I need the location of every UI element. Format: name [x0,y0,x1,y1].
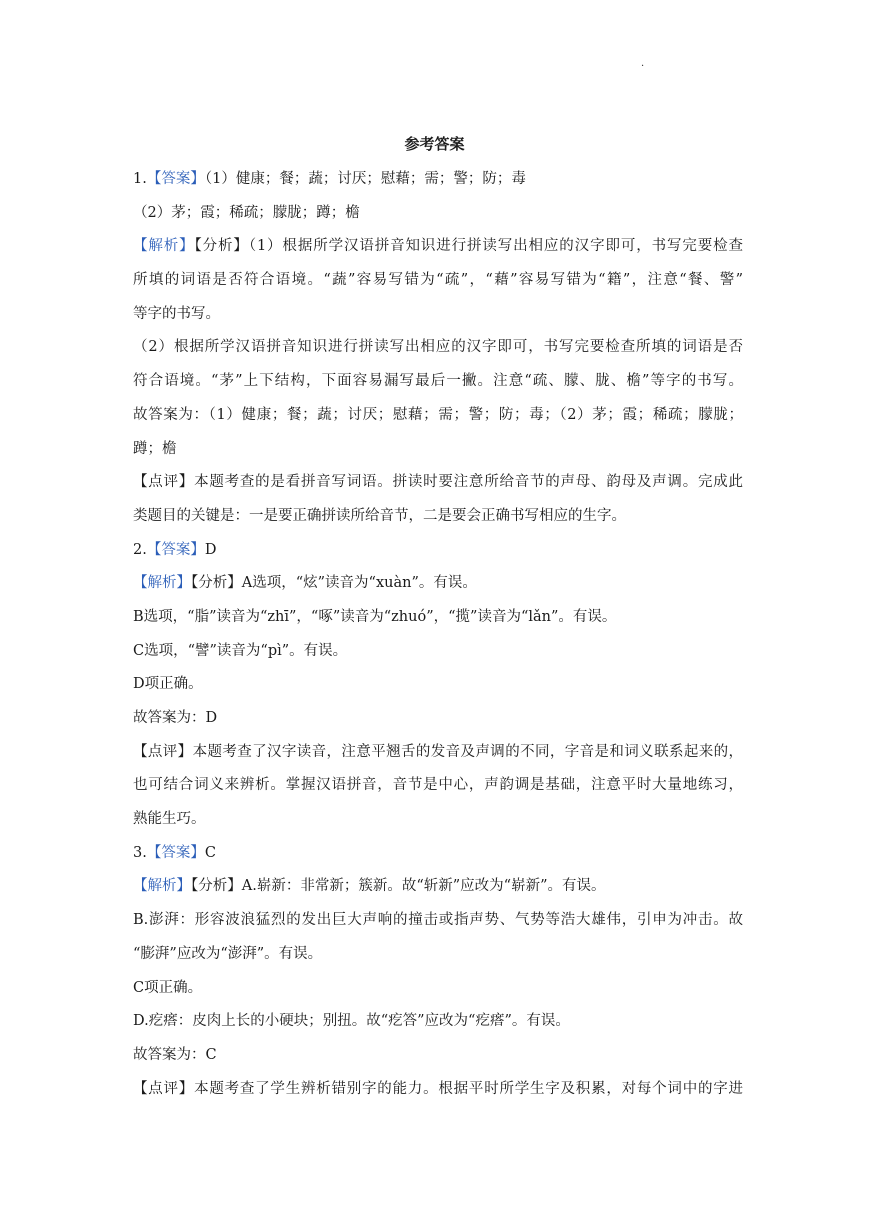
analysis-tag: 【解析】 [133,575,191,592]
q3-answer: C [204,844,216,861]
page-title: 参考答案 [404,135,465,153]
q1-answer-part-1: （1）健康；餐；蔬；讨厌；慰藉；需；警；防；毒 [204,171,526,187]
comment-tag: 【点评】 [133,743,193,760]
q1-analysis-line-4: （2）根据所学汉语拼音知识进行拼读写出相应的汉字即可，书写完要检查所填的词语是否 [133,339,743,356]
q3-analysis-line-1 [133,873,743,907]
answer-tag: 【答案】 [146,541,205,558]
q3-analysis-line-5: D.疙瘩：皮肉上长的小硬块；别扭。故“疙答”应改为“疙瘩”。有误。 [133,1013,570,1030]
q1-comment-line-1 [133,469,743,503]
q3-number: 3. [133,844,147,861]
comment-tag: 【点评】 [133,1080,195,1097]
q2-comment-line-3: 熟能生巧。 [133,811,206,828]
fenxi-tag: 【分析】 [191,878,242,895]
q2-analysis-line-3: C选项，“譬”读音为“pì”。有误。 [133,642,348,659]
q2-answer: D [204,541,217,558]
comment-tag: 【点评】 [133,474,195,491]
q1-analysis-text-1: （1）根据所学汉语拼音知识进行拼读写出相应的汉字即可，书写完要检查 [248,238,743,255]
q3-analysis-line-3: “膨湃”应改为“澎湃”。有误。 [133,945,323,962]
q2-analysis-line-1 [133,570,743,604]
q1-answer-line-1 [133,166,743,200]
header-mark: · [641,61,645,72]
q2-comment-text-1: 本题考查了汉字读音，注意平翘舌的发音及声调的不同，字音是和词义联系起来的， [192,743,743,760]
q2-number: 2. [133,541,147,558]
fenxi-tag: 【分析】 [194,238,249,255]
q3-analysis-text-1: A.崭新：非常新；簇新。故“斩新”应改为“崭新”。有误。 [241,878,606,895]
answer-content [133,166,743,1109]
q1-analysis-line-3: 等字的书写。 [133,305,220,322]
q2-comment-line-1 [133,739,743,773]
q3-comment-text-1: 本题考查了学生辨析错别字的能力。根据平时所学生字及积累，对每个词中的字进 [194,1080,743,1097]
q2-analysis-line-2: B选项，“脂”读音为“zhī”，“啄”读音为“zhuó”，“揽”读音为“lǎn”。有误。 [133,608,617,625]
answer-tag: 【答案】 [146,171,205,187]
q1-analysis-line-5: 符合语境。“茅”上下结构，下面容易漏写最后一撇。注意“疏、朦、胧、檐”等字的书写。 [133,373,743,390]
q1-number: 1. [133,171,147,187]
analysis-tag: 【解析】 [133,878,191,895]
analysis-tag: 【解析】 [133,238,195,255]
q2-answer-line [133,537,743,571]
q3-analysis-line-4: C项正确。 [133,979,203,996]
q2-analysis-text-1: A选项，“炫”读音为“xuàn”。有误。 [241,575,477,592]
q1-analysis-line-1 [133,233,743,267]
q2-analysis-line-4: D项正确。 [133,676,203,693]
q3-analysis-line-2: B.澎湃：形容波浪猛烈的发出巨大声响的撞击或指声势、气势等浩大雄伟，引申为冲击。故 [133,912,743,929]
answer-tag: 【答案】 [146,844,205,861]
q2-analysis-line-5: 故答案为：D [133,710,218,726]
q1-analysis-line-6: 故答案为：（1）健康；餐；蔬；讨厌；慰藉；需；警；防；毒；（2）茅；霞；稀疏；朦胧； [133,406,743,423]
q3-analysis-line-6: 故答案为：C [133,1046,217,1063]
q1-comment-text-1: 本题考查的是看拼音写词语。拼读时要注意所给音节的声母、韵母及声调。完成此 [194,474,743,491]
q3-answer-line [133,840,743,874]
q3-comment-line-1 [133,1076,743,1110]
q2-comment-line-2: 也可结合词义来辨析。掌握汉语拼音，音节是中心，声韵调是基础，注意平时大量地练习， [133,777,743,794]
q1-comment-line-2: 类题目的关键是：一是要正确拼读所给音节，二是要会正确书写相应的生字。 [133,507,626,524]
q1-answer-line-2: （2）茅；霞；稀疏；朦胧；蹲；檐 [133,204,360,221]
q1-analysis-line-2: 所填的词语是否符合语境。“蔬”容易写错为“疏”，“藉”容易写错为“籍”，注意“餐、警” [133,272,743,289]
fenxi-tag: 【分析】 [191,575,242,592]
q1-analysis-line-7: 蹲；檐 [133,440,177,457]
